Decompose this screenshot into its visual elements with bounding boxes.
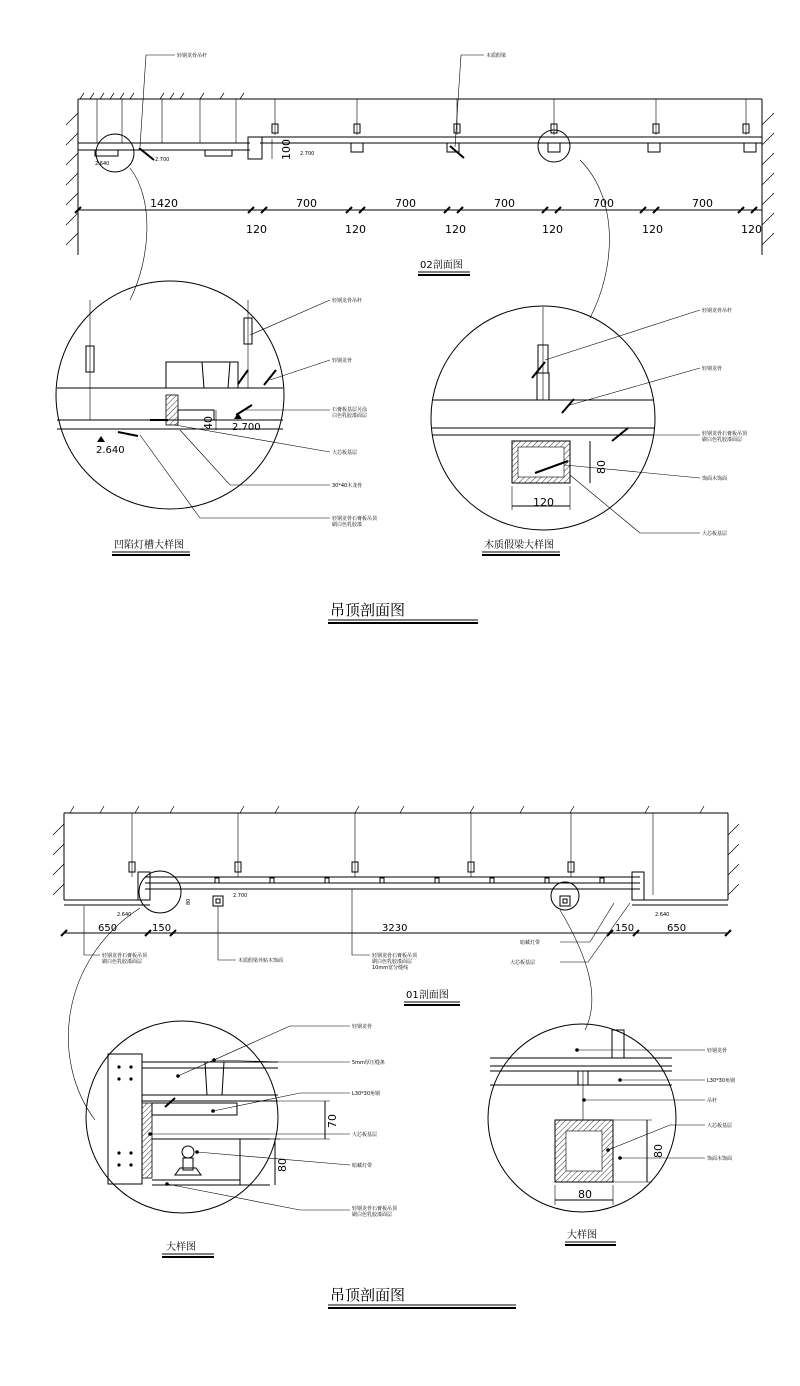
right-detail-note-1: 轻钢龙骨 (707, 1048, 728, 1054)
joist-marks-01 (215, 878, 604, 883)
sec01-note-3: 轻钢龙骨石膏板吊顶刷白色乳胶漆面层 10mm宽分缝线 (372, 953, 418, 971)
dim-120-1: 120 (246, 223, 267, 236)
dim-120-3: 120 (445, 223, 466, 236)
left-detail-note-1: 轻钢龙骨 (352, 1024, 373, 1030)
beam-dim-120: 120 (533, 496, 554, 509)
dim-700-4: 700 (593, 197, 614, 210)
right-detail-note-3: 吊杆 (707, 1098, 718, 1104)
beam-note-1: 轻钢龙骨吊杆 (702, 308, 733, 314)
beam-dim-80: 80 (595, 460, 608, 474)
sec01-dim-small: 80 (186, 898, 192, 905)
left-detail-note-3: L30*30角钢 (352, 1091, 381, 1097)
ceiling-hangers (97, 99, 749, 143)
beam-note-2: 轻钢龙骨 (702, 366, 723, 372)
sec01-note-1: 轻钢龙骨石膏板吊顶刷白色乳胶漆面层 (102, 953, 148, 965)
right-detail-title: 大样图 (567, 1230, 597, 1241)
dim-120-4: 120 (542, 223, 563, 236)
detail-recessed-groove (56, 281, 378, 555)
slab-hatch-01 (70, 806, 704, 813)
sec01-elev-a: 2.640 (117, 912, 132, 918)
left-detail-note-4: 大芯板基层 (352, 1132, 378, 1138)
groove-note-2: 轻钢龙骨 (332, 358, 353, 364)
bolt-dots (117, 1065, 132, 1166)
beam-detail-title: 木质假梁大样图 (484, 540, 554, 551)
sec01-note-4: 暗藏灯带 (520, 940, 541, 946)
left-detail-dim-80: 80 (276, 1158, 289, 1172)
sec01-elev-b: 2.700 (233, 893, 248, 899)
sec01-dim-150-left: 150 (152, 923, 172, 934)
left-detail-dim-70: 70 (326, 1114, 339, 1128)
detail-wood-false-beam (431, 306, 748, 555)
section-01-title: 01剖面图 (406, 990, 449, 1001)
right-detail-note-4: 大芯板基层 (707, 1123, 733, 1129)
beam-note-4: 饰面木饰面 (702, 476, 728, 482)
dim-120-6: 120 (741, 223, 762, 236)
dim-1420: 1420 (150, 197, 178, 210)
callout-left: 轻钢龙骨吊杆 (177, 53, 208, 59)
left-detail-title: 大样图 (166, 1242, 196, 1253)
groove-note-3: 石膏板基层另涂白色乳胶漆面层 (332, 407, 368, 419)
false-beams (351, 143, 756, 152)
sec01-dim-650-right: 650 (667, 923, 687, 934)
sheet-title-2: 吊顶剖面图 (330, 1286, 406, 1304)
groove-dim-40: 40 (202, 416, 215, 430)
section-01 (53, 806, 739, 1120)
groove-elev-b: 2.640 (96, 445, 125, 456)
sec01-note-5: 大芯板基层 (510, 960, 536, 966)
detail-right-01 (488, 1024, 735, 1245)
dim-700-2: 700 (395, 197, 416, 210)
sec01-dim-650-left: 650 (98, 923, 118, 934)
slab-hatch-top (80, 93, 244, 99)
elev-marker-c: 2.700 (300, 151, 315, 157)
dim-700-1: 700 (296, 197, 317, 210)
right-detail-dim-h: 80 (652, 1144, 665, 1158)
sheet-title-1: 吊顶剖面图 (330, 601, 406, 619)
sec01-elev-c: 2.640 (655, 912, 670, 918)
beam-note-3: 轻钢龙骨石膏板吊顶刷白色乳胶漆面层 (702, 431, 748, 443)
groove-note-6: 轻钢龙骨石膏板吊顶刷白色乳胶漆 (332, 516, 378, 528)
section-02 (66, 52, 774, 318)
elev-marker-b: 2.640 (95, 161, 110, 167)
right-detail-note-2: L30*30角钢 (707, 1078, 736, 1084)
walls-hatch-01 (53, 824, 739, 895)
left-detail-note-5: 暗藏灯带 (352, 1163, 373, 1169)
left-detail-note-6: 轻钢龙骨石膏板吊顶刷白色乳胶漆面层 (352, 1206, 398, 1218)
dim-120-2: 120 (345, 223, 366, 236)
groove-note-5: 30*40木龙骨 (332, 483, 363, 489)
groove-note-4: 大芯板基层 (332, 450, 358, 456)
sec01-dim-3230: 3230 (382, 923, 408, 934)
groove-note-1: 轻钢龙骨吊杆 (332, 298, 363, 304)
right-wall-hatch (762, 113, 774, 245)
dim-height-100: 100 (280, 139, 293, 160)
beam-note-5: 大芯板基层 (702, 531, 728, 537)
groove-elev-a: 2.700 (232, 422, 261, 433)
groove-detail-title: 凹陷灯槽大样图 (114, 540, 184, 551)
sec01-note-2: 木质假梁外贴木饰面 (238, 958, 284, 964)
section-02-title: 02剖面图 (420, 260, 463, 271)
right-detail-dim-w: 80 (578, 1188, 592, 1201)
dim-120-5: 120 (642, 223, 663, 236)
sec01-dim-150-right: 150 (615, 923, 635, 934)
left-wall-hatch (66, 113, 78, 245)
elev-marker-a: 2.700 (155, 157, 170, 163)
detail-left-01 (86, 1021, 398, 1257)
dim-700-5: 700 (692, 197, 713, 210)
right-detail-note-5: 饰面木饰面 (707, 1156, 733, 1162)
dim-700-3: 700 (494, 197, 515, 210)
callout-right: 木质假梁 (486, 53, 507, 59)
left-detail-note-2: 5mm厚压缝条 (352, 1060, 385, 1066)
